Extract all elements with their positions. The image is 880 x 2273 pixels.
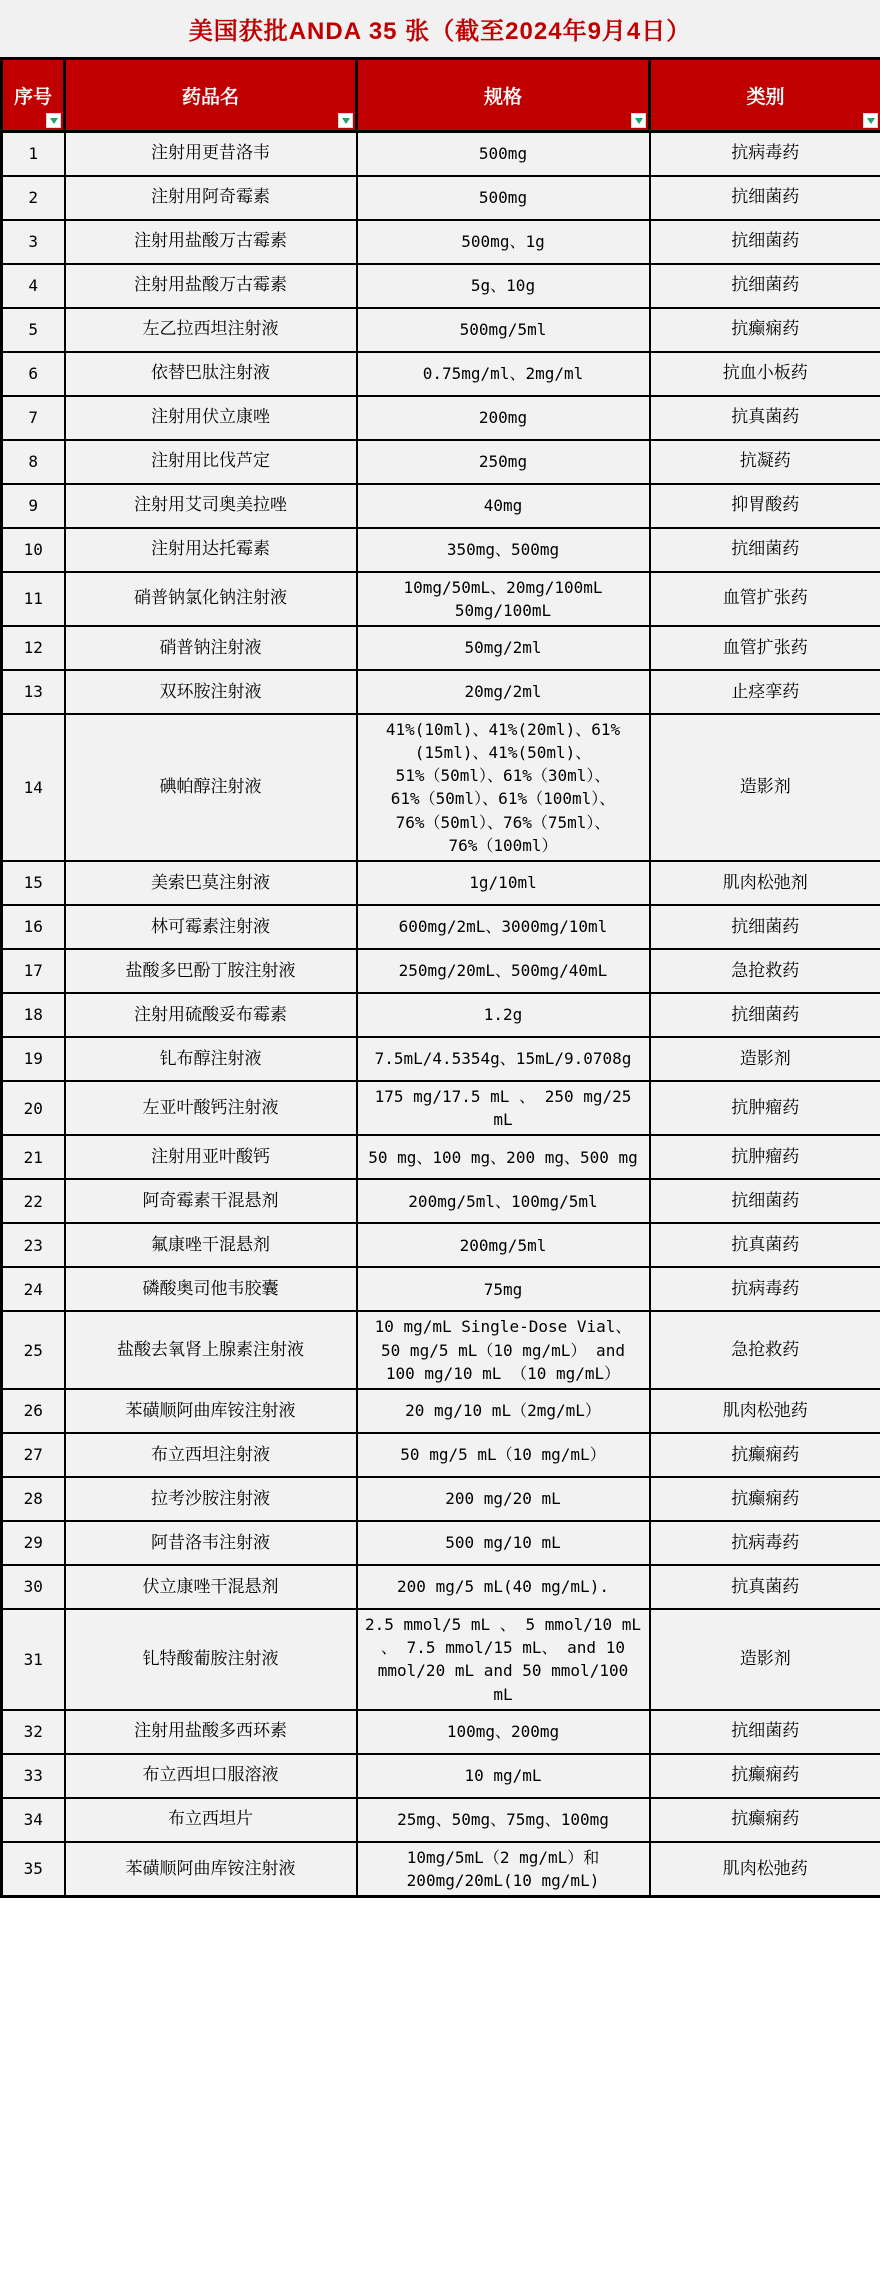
spec-cell: 100mg、200mg (357, 1710, 650, 1754)
row-number-cell: 33 (2, 1754, 65, 1798)
row-number-cell: 2 (2, 176, 65, 220)
category-cell: 抗细菌药 (650, 264, 880, 308)
spec-cell: 1.2g (357, 993, 650, 1037)
row-number-cell: 27 (2, 1433, 65, 1477)
row-number-cell: 6 (2, 352, 65, 396)
row-number-cell: 17 (2, 949, 65, 993)
title-bar (0, 0, 880, 57)
drug-name-cell: 注射用盐酸万古霉素 (65, 220, 357, 264)
row-number-cell: 9 (2, 484, 65, 528)
category-cell: 抗真菌药 (650, 396, 880, 440)
category-cell: 抗癫痫药 (650, 308, 880, 352)
table-row (2, 220, 880, 264)
drug-name-cell: 注射用达托霉素 (65, 528, 357, 572)
category-cell: 止痉挛药 (650, 670, 880, 714)
drug-name-cell: 伏立康唑干混悬剂 (65, 1565, 357, 1609)
spec-cell: 25mg、50mg、75mg、100mg (357, 1798, 650, 1842)
drug-name-cell: 注射用硫酸妥布霉素 (65, 993, 357, 1037)
spec-cell: 200mg (357, 396, 650, 440)
category-cell: 造影剂 (650, 1037, 880, 1081)
drug-name-cell: 注射用更昔洛韦 (65, 132, 357, 176)
drug-name-cell: 注射用伏立康唑 (65, 396, 357, 440)
drug-name-cell: 布立西坦注射液 (65, 1433, 357, 1477)
table-row (2, 1754, 880, 1798)
row-number-cell: 3 (2, 220, 65, 264)
table-row (2, 528, 880, 572)
spec-cell: 50mg/2ml (357, 626, 650, 670)
drug-name-cell: 注射用亚叶酸钙 (65, 1135, 357, 1179)
category-cell: 抗癫痫药 (650, 1798, 880, 1842)
drug-name-cell: 注射用盐酸多西环素 (65, 1710, 357, 1754)
category-cell: 抗细菌药 (650, 905, 880, 949)
category-cell: 抗真菌药 (650, 1223, 880, 1267)
drug-name-cell: 钆特酸葡胺注射液 (65, 1609, 357, 1710)
header-row (2, 59, 880, 132)
table-row (2, 1135, 880, 1179)
table-header (2, 59, 880, 132)
table-row (2, 484, 880, 528)
row-number-cell: 25 (2, 1311, 65, 1389)
category-cell: 抗病毒药 (650, 1267, 880, 1311)
column-header-name-label: 药品名 (181, 86, 239, 108)
table-row (2, 1609, 880, 1710)
drug-name-cell: 左亚叶酸钙注射液 (65, 1081, 357, 1135)
row-number-cell: 34 (2, 1798, 65, 1842)
spec-cell: 200 mg/5 mL(40 mg/mL). (357, 1565, 650, 1609)
spec-cell: 350mg、500mg (357, 528, 650, 572)
filter-dropdown-button[interactable] (863, 113, 878, 128)
table-row (2, 714, 880, 861)
category-cell: 抗肿瘤药 (650, 1135, 880, 1179)
category-cell: 抗癫痫药 (650, 1477, 880, 1521)
drug-name-cell: 苯磺顺阿曲库铵注射液 (65, 1842, 357, 1897)
row-number-cell: 32 (2, 1710, 65, 1754)
column-header-no (2, 59, 65, 132)
row-number-cell: 14 (2, 714, 65, 861)
table-row (2, 1521, 880, 1565)
row-number-cell: 18 (2, 993, 65, 1037)
row-number-cell: 23 (2, 1223, 65, 1267)
filter-dropdown-button[interactable] (631, 113, 646, 128)
spec-cell: 10 mg/mL Single-Dose Vial、 50 mg/5 mL（10 mg/mL） and 100 mg/10 mL （10 mg/mL） (357, 1311, 650, 1389)
category-cell: 抗血小板药 (650, 352, 880, 396)
category-cell: 抗细菌药 (650, 1710, 880, 1754)
spec-cell: 10mg/50mL、20mg/100mL 50mg/100mL (357, 572, 650, 626)
table-row (2, 670, 880, 714)
table-row (2, 993, 880, 1037)
row-number-cell: 20 (2, 1081, 65, 1135)
drug-name-cell: 左乙拉西坦注射液 (65, 308, 357, 352)
row-number-cell: 10 (2, 528, 65, 572)
anda-table (0, 57, 880, 1898)
category-cell: 抗细菌药 (650, 176, 880, 220)
spec-cell: 75mg (357, 1267, 650, 1311)
category-cell: 抗病毒药 (650, 132, 880, 176)
column-header-spec-label: 规格 (483, 86, 522, 108)
filter-dropdown-button[interactable] (338, 113, 353, 128)
row-number-cell: 21 (2, 1135, 65, 1179)
row-number-cell: 7 (2, 396, 65, 440)
category-cell: 造影剂 (650, 1609, 880, 1710)
chevron-down-icon (867, 118, 875, 124)
row-number-cell: 29 (2, 1521, 65, 1565)
drug-name-cell: 依替巴肽注射液 (65, 352, 357, 396)
spec-cell: 500 mg/10 mL (357, 1521, 650, 1565)
table-row (2, 1565, 880, 1609)
table-row (2, 1081, 880, 1135)
table-row (2, 1037, 880, 1081)
spec-cell: 200mg/5ml (357, 1223, 650, 1267)
spec-cell: 200mg/5ml、100mg/5ml (357, 1179, 650, 1223)
table-row (2, 572, 880, 626)
row-number-cell: 19 (2, 1037, 65, 1081)
drug-name-cell: 注射用盐酸万古霉素 (65, 264, 357, 308)
drug-name-cell: 碘帕醇注射液 (65, 714, 357, 861)
spec-cell: 200 mg/20 mL (357, 1477, 650, 1521)
spec-cell: 500mg (357, 176, 650, 220)
category-cell: 肌肉松弛药 (650, 1389, 880, 1433)
spec-cell: 7.5mL/4.5354g、15mL/9.0708g (357, 1037, 650, 1081)
row-number-cell: 8 (2, 440, 65, 484)
spec-cell: 20 mg/10 mL（2mg/mL） (357, 1389, 650, 1433)
filter-dropdown-button[interactable] (46, 113, 61, 128)
spec-cell: 10 mg/mL (357, 1754, 650, 1798)
drug-name-cell: 林可霉素注射液 (65, 905, 357, 949)
page-title: 美国获批ANDA 35 张（截至2024年9月4日） (188, 18, 692, 45)
category-cell: 抗细菌药 (650, 528, 880, 572)
drug-name-cell: 拉考沙胺注射液 (65, 1477, 357, 1521)
table-row (2, 308, 880, 352)
column-header-spec (357, 59, 650, 132)
category-cell: 抗癫痫药 (650, 1754, 880, 1798)
table-row (2, 1842, 880, 1897)
row-number-cell: 35 (2, 1842, 65, 1897)
table-row (2, 1223, 880, 1267)
table-row (2, 1311, 880, 1389)
category-cell: 血管扩张药 (650, 626, 880, 670)
row-number-cell: 31 (2, 1609, 65, 1710)
drug-name-cell: 钆布醇注射液 (65, 1037, 357, 1081)
column-header-no-label: 序号 (13, 86, 52, 108)
spec-cell: 50 mg/5 mL（10 mg/mL） (357, 1433, 650, 1477)
row-number-cell: 13 (2, 670, 65, 714)
table-row (2, 440, 880, 484)
row-number-cell: 12 (2, 626, 65, 670)
table-row (2, 1389, 880, 1433)
table-row (2, 626, 880, 670)
drug-name-cell: 氟康唑干混悬剂 (65, 1223, 357, 1267)
spec-cell: 10mg/5mL（2 mg/mL）和 200mg/20mL(10 mg/mL) (357, 1842, 650, 1897)
row-number-cell: 22 (2, 1179, 65, 1223)
drug-name-cell: 注射用艾司奥美拉唑 (65, 484, 357, 528)
category-cell: 造影剂 (650, 714, 880, 861)
category-cell: 肌肉松弛剂 (650, 861, 880, 905)
spec-cell: 600mg/2mL、3000mg/10ml (357, 905, 650, 949)
row-number-cell: 1 (2, 132, 65, 176)
category-cell: 抗细菌药 (650, 220, 880, 264)
row-number-cell: 5 (2, 308, 65, 352)
chevron-down-icon (635, 118, 643, 124)
category-cell: 抗真菌药 (650, 1565, 880, 1609)
spec-cell: 175 mg/17.5 mL 、 250 mg/25 mL (357, 1081, 650, 1135)
drug-name-cell: 布立西坦口服溶液 (65, 1754, 357, 1798)
drug-name-cell: 硝普钠注射液 (65, 626, 357, 670)
spec-cell: 500mg (357, 132, 650, 176)
table-row (2, 949, 880, 993)
category-cell: 抗细菌药 (650, 1179, 880, 1223)
table-row (2, 264, 880, 308)
drug-name-cell: 盐酸去氧肾上腺素注射液 (65, 1311, 357, 1389)
drug-name-cell: 阿昔洛韦注射液 (65, 1521, 357, 1565)
column-header-category (650, 59, 880, 132)
drug-name-cell: 注射用阿奇霉素 (65, 176, 357, 220)
table-row (2, 1433, 880, 1477)
spec-cell: 500mg/5ml (357, 308, 650, 352)
table-row (2, 1179, 880, 1223)
table-row (2, 396, 880, 440)
drug-name-cell: 苯磺顺阿曲库铵注射液 (65, 1389, 357, 1433)
table-row (2, 1477, 880, 1521)
table-row (2, 132, 880, 176)
category-cell: 抑胃酸药 (650, 484, 880, 528)
chevron-down-icon (342, 118, 350, 124)
row-number-cell: 16 (2, 905, 65, 949)
drug-name-cell: 盐酸多巴酚丁胺注射液 (65, 949, 357, 993)
category-cell: 急抢救药 (650, 1311, 880, 1389)
drug-name-cell: 布立西坦片 (65, 1798, 357, 1842)
table-row (2, 1710, 880, 1754)
table-row (2, 861, 880, 905)
spec-cell: 250mg (357, 440, 650, 484)
category-cell: 抗肿瘤药 (650, 1081, 880, 1135)
spec-cell: 41%(10ml)、41%(20ml)、61%(15ml)、41%(50ml)、51%（50ml）、61%（30ml）、61%（50ml）、61%（100ml）、76%（50ml）、76%（75ml）、76%（100ml） (357, 714, 650, 861)
spec-cell: 500mg、1g (357, 220, 650, 264)
table-row (2, 176, 880, 220)
row-number-cell: 15 (2, 861, 65, 905)
row-number-cell: 28 (2, 1477, 65, 1521)
row-number-cell: 11 (2, 572, 65, 626)
category-cell: 急抢救药 (650, 949, 880, 993)
table-row (2, 1267, 880, 1311)
spec-cell: 5g、10g (357, 264, 650, 308)
spec-cell: 2.5 mmol/5 mL 、 5 mmol/10 mL 、 7.5 mmol/15 mL、 and 10 mmol/20 mL and 50 mmol/100 mL (357, 1609, 650, 1710)
category-cell: 血管扩张药 (650, 572, 880, 626)
category-cell: 抗病毒药 (650, 1521, 880, 1565)
category-cell: 肌肉松弛药 (650, 1842, 880, 1897)
column-header-category-label: 类别 (746, 86, 785, 108)
table-row (2, 352, 880, 396)
drug-name-cell: 注射用比伐芦定 (65, 440, 357, 484)
table-row (2, 1798, 880, 1842)
category-cell: 抗凝药 (650, 440, 880, 484)
category-cell: 抗细菌药 (650, 993, 880, 1037)
spec-cell: 1g/10ml (357, 861, 650, 905)
spec-cell: 0.75mg/ml、2mg/ml (357, 352, 650, 396)
category-cell: 抗癫痫药 (650, 1433, 880, 1477)
spec-cell: 50 mg、100 mg、200 mg、500 mg (357, 1135, 650, 1179)
table-body (2, 132, 880, 1897)
drug-name-cell: 磷酸奥司他韦胶囊 (65, 1267, 357, 1311)
row-number-cell: 24 (2, 1267, 65, 1311)
drug-name-cell: 阿奇霉素干混悬剂 (65, 1179, 357, 1223)
drug-name-cell: 双环胺注射液 (65, 670, 357, 714)
spec-cell: 40mg (357, 484, 650, 528)
drug-name-cell: 美索巴莫注射液 (65, 861, 357, 905)
chevron-down-icon (50, 118, 58, 124)
spec-cell: 250mg/20mL、500mg/40mL (357, 949, 650, 993)
table-row (2, 905, 880, 949)
row-number-cell: 26 (2, 1389, 65, 1433)
row-number-cell: 30 (2, 1565, 65, 1609)
column-header-name (65, 59, 357, 132)
row-number-cell: 4 (2, 264, 65, 308)
spec-cell: 20mg/2ml (357, 670, 650, 714)
drug-name-cell: 硝普钠氯化钠注射液 (65, 572, 357, 626)
